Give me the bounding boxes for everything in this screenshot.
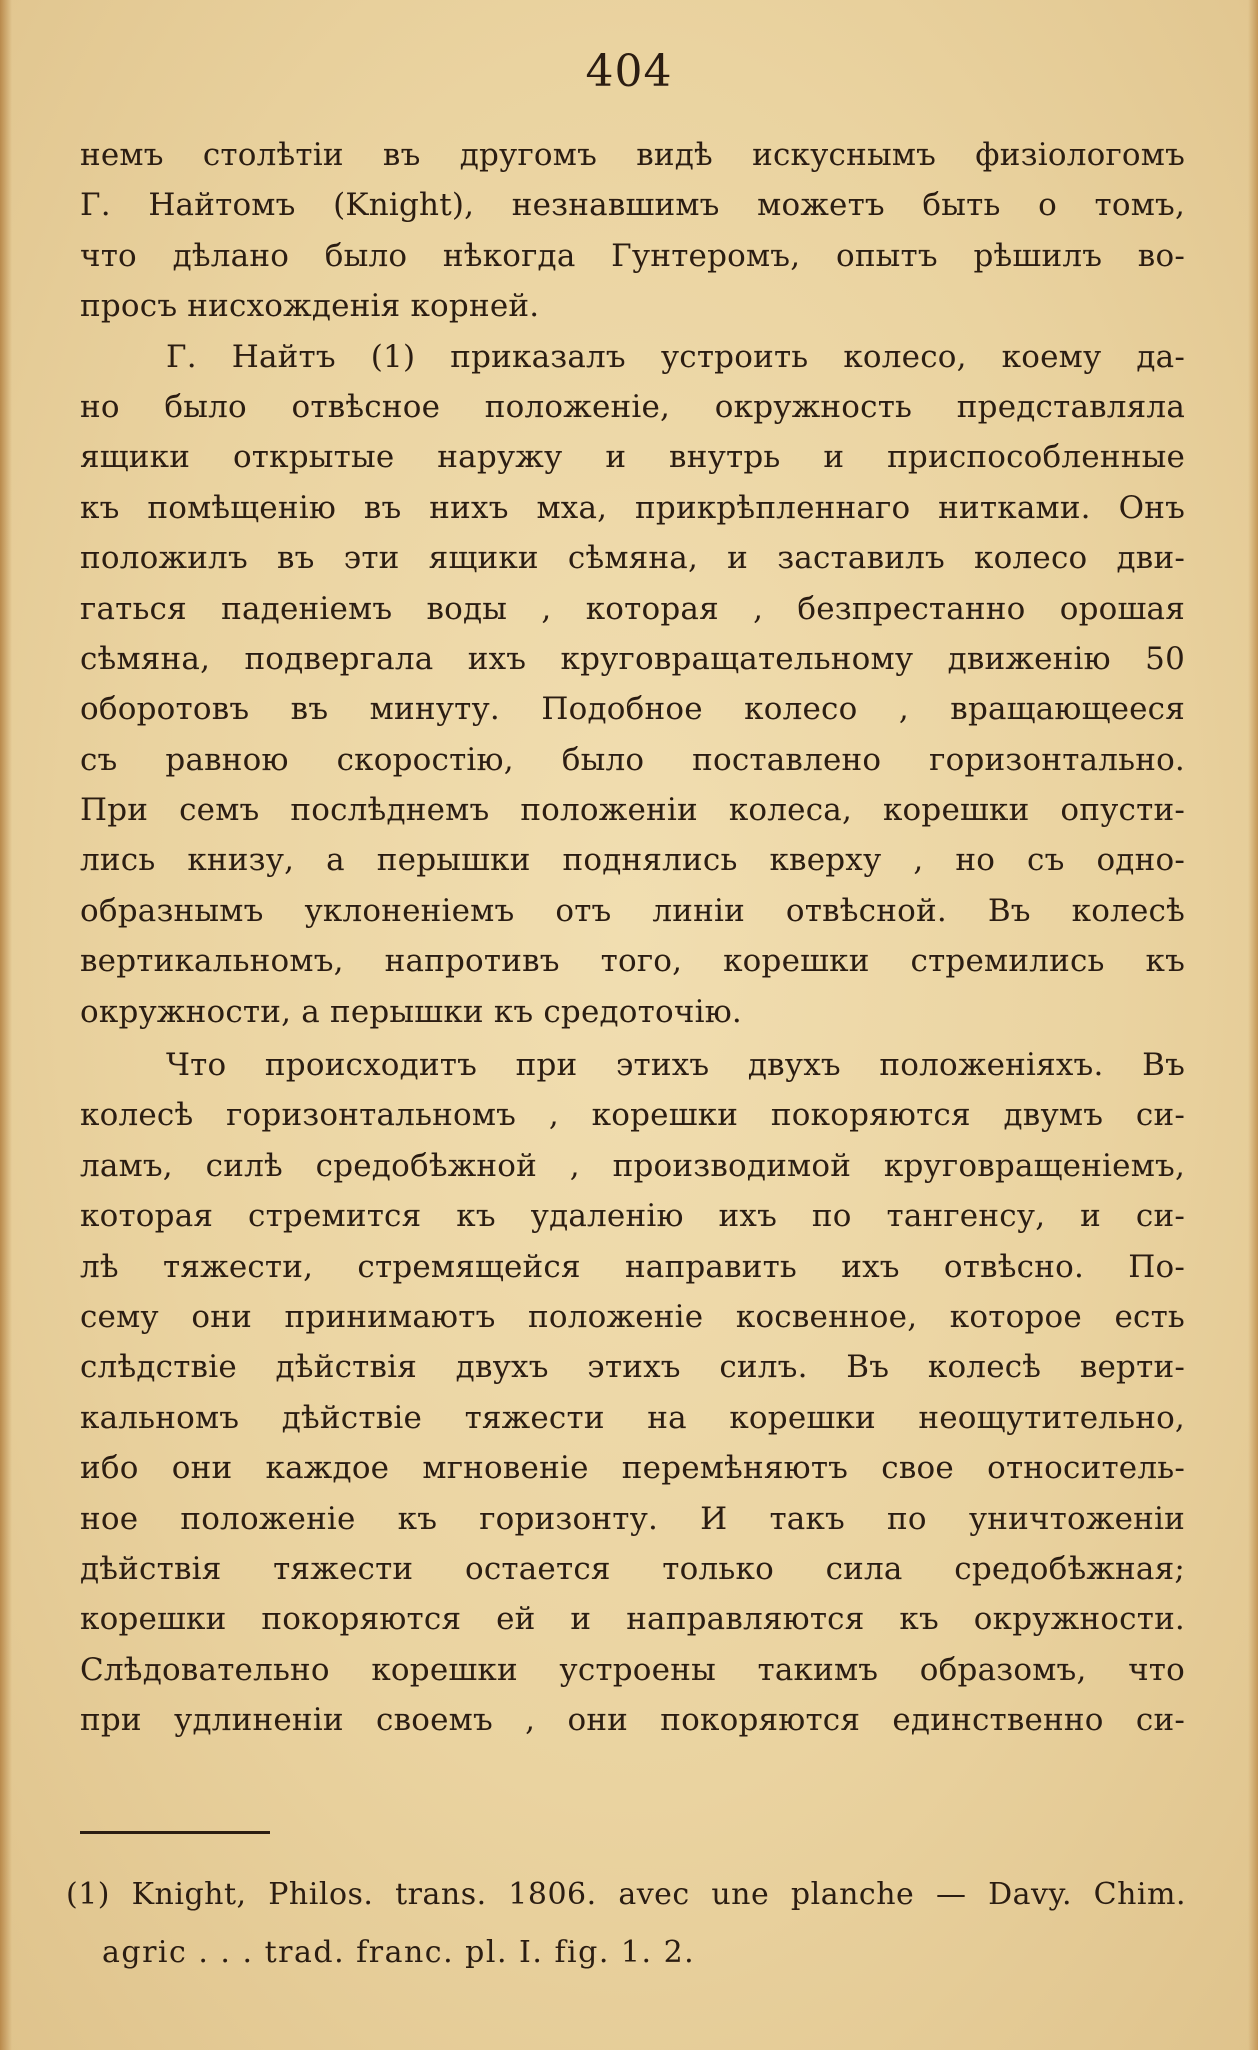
text-line: при удлиненіи своемъ , они покоряются единственно си- xyxy=(80,1702,1185,1739)
text-line: Г. Найтъ (1) приказалъ устроить колесо, коему да- xyxy=(166,338,1185,375)
text-line: которая стремится къ удаленію ихъ по тангенсу, и си- xyxy=(80,1198,1185,1235)
text-line: ибо они каждое мгновеніе перемѣняютъ свое относитель- xyxy=(80,1450,1185,1487)
text-line: ламъ, силѣ средобѣжной , производимой круговращеніемъ, xyxy=(80,1147,1185,1184)
text-line: сему они принимаютъ положеніе косвенное, которое есть xyxy=(80,1298,1185,1335)
footnote xyxy=(66,1866,1186,1982)
text-line: сѣмяна, подвергала ихъ круговращательному движенію 50 xyxy=(80,640,1185,677)
footnote-line: (1) Knight, Philos. trans. 1806. avec une planche — Davy. Chim. xyxy=(66,1877,1186,1912)
text-line: что дѣлано было нѣкогда Гунтеромъ, опытъ рѣшилъ во- xyxy=(80,237,1185,274)
text-line: вертикальномъ, напротивъ того, корешки стремились къ xyxy=(80,943,1185,980)
text-line: окружности, а перышки къ средоточію. xyxy=(80,993,742,1030)
text-line: къ помѣщенію въ нихъ мха, прикрѣпленнаго нитками. Онъ xyxy=(80,489,1185,526)
text-line: кальномъ дѣйствіе тяжести на корешки неощутительно, xyxy=(80,1399,1185,1436)
text-line: ящики открытые наружу и внутрь и приспособленные xyxy=(80,439,1185,476)
text-line: оборотовъ въ минуту. Подобное колесо , вращающееся xyxy=(80,691,1185,728)
text-line: слѣдствіе дѣйствія двухъ этихъ силъ. Въ колесѣ верти- xyxy=(80,1349,1185,1386)
text-line: лѣ тяжести, стремящейся направить ихъ отвѣсно. По- xyxy=(80,1248,1185,1285)
text-line: ное положеніе къ горизонту. И такъ по уничтоженіи xyxy=(80,1500,1185,1537)
text-line: просъ нисхожденія корней. xyxy=(80,288,540,325)
text-line: корешки покоряются ей и направляются къ окружности. xyxy=(80,1601,1185,1638)
text-line: колесѣ горизонтальномъ , корешки покоряются двумъ си- xyxy=(80,1097,1185,1134)
text-line: положилъ въ эти ящики сѣмяна, и заставилъ колесо дви- xyxy=(80,540,1185,577)
text-line: дѣйствія тяжести остается только сила средобѣжная; xyxy=(80,1550,1185,1587)
page-number: 404 xyxy=(585,46,673,97)
text-line: При семъ послѣднемъ положеніи колеса, корешки опусти- xyxy=(80,792,1185,829)
body-text xyxy=(80,130,1185,1746)
footnote-line: agric . . . trad. franc. pl. I. fig. 1. 2. xyxy=(102,1935,696,1970)
text-line: но было отвѣсное положеніе, окружность представляла xyxy=(80,388,1185,425)
text-line: Что происходитъ при этихъ двухъ положеніяхъ. Въ xyxy=(166,1047,1185,1084)
text-line: немъ столѣтіи въ другомъ видѣ искуснымъ физіологомъ xyxy=(80,137,1185,173)
text-line: Слѣдовательно корешки устроены такимъ образомъ, что xyxy=(80,1651,1185,1688)
text-line: гаться паденіемъ воды , которая , безпрестанно орошая xyxy=(80,590,1185,627)
page-edge-shadow-right xyxy=(1248,0,1258,2050)
text-line: образнымъ уклоненіемъ отъ линіи отвѣсной. Въ колесѣ xyxy=(80,892,1185,929)
footnote-divider xyxy=(80,1831,270,1834)
page-edge-shadow-left xyxy=(0,0,12,2050)
text-line: Г. Найтомъ (Knight), незнавшимъ можетъ быть о томъ, xyxy=(80,187,1185,224)
text-line: лись книзу, а перышки поднялись кверху , но съ одно- xyxy=(80,842,1185,879)
text-line: съ равною скоростію, было поставлено горизонтально. xyxy=(80,741,1185,778)
